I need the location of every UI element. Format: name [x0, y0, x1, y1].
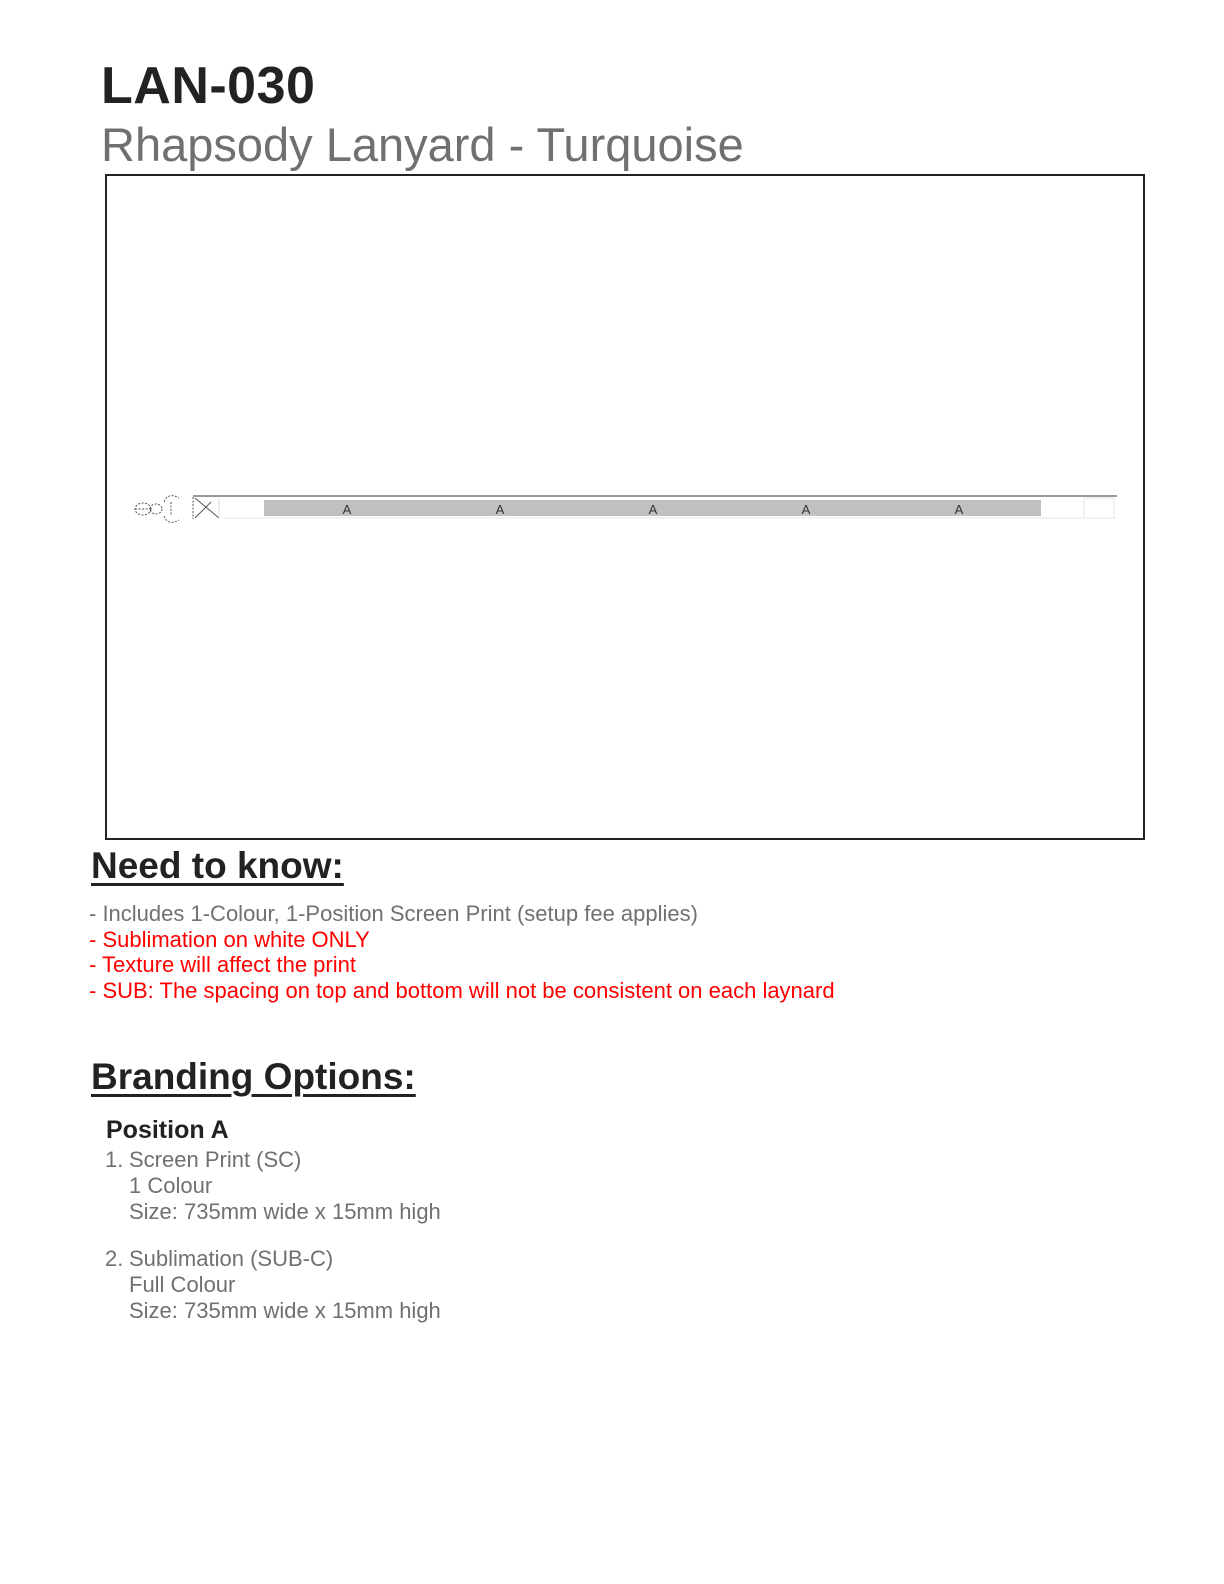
- need-to-know-item: - SUB: The spacing on top and bottom will not be consistent on each laynard: [89, 977, 835, 1003]
- option-colours: 1 Colour: [129, 1173, 213, 1198]
- option-number: 2.: [105, 1246, 124, 1271]
- option-colours: Full Colour: [129, 1272, 236, 1297]
- need-to-know-list: [89, 901, 835, 1003]
- print-position-label: A: [342, 502, 352, 517]
- product-diagram-frame: [105, 174, 1145, 840]
- branding-options-heading: Branding Options:: [91, 1056, 416, 1097]
- need-to-know-heading: Need to know:: [91, 845, 344, 886]
- position-a-title: Position A: [106, 1116, 229, 1144]
- option-number: 1.: [105, 1147, 124, 1172]
- print-position-label: A: [801, 502, 811, 517]
- lanyard-clip-icon: [135, 496, 179, 523]
- lanyard-end-piece: [1084, 498, 1114, 518]
- lanyard-diagram: [107, 176, 1143, 838]
- option-method: Screen Print (SC): [129, 1147, 302, 1172]
- product-name: Rhapsody Lanyard - Turquoise: [101, 118, 744, 171]
- product-code: LAN-030: [101, 57, 316, 115]
- need-to-know-item: - Includes 1-Colour, 1-Position Screen Print (setup fee applies): [89, 901, 698, 926]
- need-to-know-item: - Sublimation on white ONLY: [89, 926, 370, 952]
- print-position-label: A: [954, 502, 964, 517]
- breakaway-connector-icon: [193, 497, 219, 519]
- option-size: Size: 735mm wide x 15mm high: [129, 1298, 441, 1323]
- option-size: Size: 735mm wide x 15mm high: [129, 1199, 441, 1224]
- print-position-label: A: [648, 502, 658, 517]
- need-to-know-item: - Texture will affect the print: [89, 952, 356, 978]
- option-method: Sublimation (SUB-C): [129, 1246, 334, 1271]
- print-position-label: A: [495, 502, 505, 517]
